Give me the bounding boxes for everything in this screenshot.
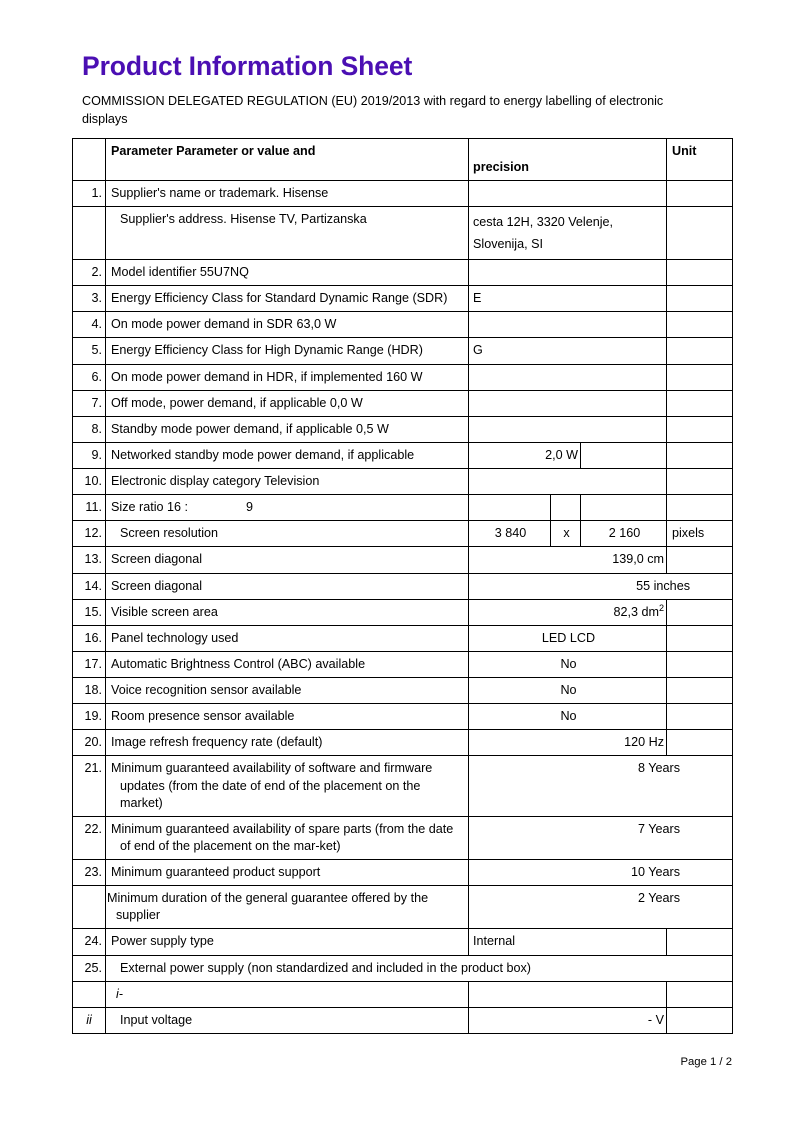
row-number: 1. <box>91 185 102 200</box>
table-row <box>73 955 733 981</box>
row-parameter: Minimum guaranteed product support <box>111 865 321 880</box>
table-row <box>73 860 733 886</box>
row-value <box>469 181 666 189</box>
row-number: 14. <box>84 578 102 593</box>
row-parameter: Energy Efficiency Class for High Dynamic Range (HDR) <box>111 343 423 358</box>
row-number: 20. <box>84 735 102 750</box>
table-row <box>73 599 733 625</box>
row-number: 18. <box>84 683 102 698</box>
row-parameter: Screen diagonal <box>111 552 203 567</box>
row-value <box>469 982 666 990</box>
row-unit <box>667 547 732 555</box>
row-value: cesta 12H, 3320 Velenje, Slovenija, SI <box>473 215 614 252</box>
row-number: 25. <box>84 960 102 975</box>
row-unit <box>667 626 732 634</box>
row-parameter: Model identifier 55U7NQ <box>111 265 249 280</box>
row-number: 6. <box>91 369 102 384</box>
table-row <box>73 286 733 312</box>
row-number: 23. <box>84 865 102 880</box>
page-title: Product Information Sheet <box>82 51 413 81</box>
row-number: 2. <box>91 265 102 280</box>
product-information-sheet <box>72 44 732 1034</box>
table-row <box>73 312 733 338</box>
row-value: No <box>560 683 577 698</box>
row-number: 7. <box>91 395 102 410</box>
row-parameter: Image refresh frequency rate (default) <box>111 735 323 750</box>
row-value: E <box>473 291 482 306</box>
row-unit <box>667 286 732 294</box>
row-number: 13. <box>84 552 102 567</box>
row-parameter: Size ratio 16 : <box>111 500 189 515</box>
table-row <box>73 704 733 730</box>
row-parameter: Minimum guaranteed availability of spare parts (from the date of end of the placement on the mar-ket) <box>111 821 454 853</box>
table-row <box>73 981 733 1007</box>
row-unit <box>667 704 732 712</box>
row-unit <box>667 730 732 738</box>
row-unit <box>667 652 732 660</box>
row-unit: pixels <box>672 526 705 541</box>
row-value <box>469 312 666 320</box>
regulation-subtitle: COMMISSION DELEGATED REGULATION (EU) 2019/2013 with regard to energy labelling of electronic displays <box>82 94 664 127</box>
row-number: 10. <box>84 474 102 489</box>
row-parameter: Panel technology used <box>111 630 239 645</box>
table-row <box>73 469 733 495</box>
row-value <box>469 417 666 425</box>
row-unit <box>667 1008 732 1016</box>
row-unit <box>667 495 732 503</box>
row-number: 15. <box>84 604 102 619</box>
row-value: LED LCD <box>541 630 596 645</box>
row-unit <box>667 417 732 425</box>
row-unit <box>667 260 732 268</box>
row-unit <box>667 469 732 477</box>
row-value: Internal <box>473 934 516 949</box>
header-parameter: Parameter Parameter or value and <box>111 143 316 158</box>
row-parameter: Voice recognition sensor available <box>111 683 302 698</box>
table-row <box>73 547 733 573</box>
row-parameter: Screen diagonal <box>111 578 203 593</box>
table-row <box>73 442 733 468</box>
table-row <box>73 390 733 416</box>
table-row <box>73 651 733 677</box>
row-value: 120 Hz <box>624 735 664 750</box>
row-number: 16. <box>84 630 102 645</box>
row-parameter: Power supply type <box>111 934 214 949</box>
row-number: 19. <box>84 709 102 724</box>
row-unit <box>667 365 732 373</box>
page-footer: Page 1 / 2 <box>680 1056 732 1068</box>
table-row <box>73 416 733 442</box>
row-value <box>469 391 666 399</box>
row-parameter: Standby mode power demand, if applicable 0,5 W <box>111 421 389 436</box>
table-row <box>73 338 733 364</box>
header-unit: Unit <box>672 143 697 158</box>
row-value: 82,3 dm <box>613 604 659 619</box>
row-value-separator: x <box>563 526 570 541</box>
table-row <box>73 1007 733 1033</box>
row-value <box>469 469 666 477</box>
row-parameter: Supplier's address. Hisense TV, Partizanska <box>120 212 367 227</box>
row-number: 3. <box>91 291 102 306</box>
row-parameter: Minimum guaranteed availability of software and firmware updates (from the date of end of the placement on the market) <box>111 761 433 810</box>
row-value-width: 3 840 <box>494 526 527 541</box>
row-unit <box>667 391 732 399</box>
row-value: 8 Years <box>637 761 680 776</box>
row-unit <box>667 207 732 215</box>
row-unit <box>667 338 732 346</box>
row-parameter: Room presence sensor available <box>111 709 295 724</box>
row-number <box>73 982 105 990</box>
row-parameter: Input voltage <box>120 1012 193 1027</box>
row-number: 22. <box>84 821 102 836</box>
row-number: 5. <box>91 343 102 358</box>
row-number: 8. <box>91 421 102 436</box>
row-parameter: Supplier's name or trademark. Hisense <box>111 185 329 200</box>
table-header-row <box>73 138 733 180</box>
row-value: 7 Years <box>637 821 680 836</box>
row-sub-index: ii <box>86 1012 92 1027</box>
row-number: 4. <box>91 317 102 332</box>
row-parameter: Networked standby mode power demand, if applicable <box>111 447 415 462</box>
row-value: 2,0 W <box>545 447 578 462</box>
row-value <box>469 260 666 268</box>
table-row <box>73 816 733 859</box>
row-number: 11. <box>85 500 102 515</box>
row-value: 139,0 cm <box>612 552 664 567</box>
row-parameter: Minimum duration of the general guarantee offered by the supplier <box>107 891 429 923</box>
row-value-height: 2 160 <box>608 526 641 541</box>
table-row <box>73 521 733 547</box>
row-value-superscript: 2 <box>658 602 664 613</box>
product-parameters-table <box>72 138 733 1034</box>
table-row <box>73 886 733 929</box>
row-number: 9. <box>91 447 102 462</box>
row-unit <box>667 678 732 686</box>
row-value: No <box>560 656 577 671</box>
row-unit <box>667 929 732 937</box>
row-number: 12. <box>84 526 102 541</box>
row-value: 10 Years <box>630 865 680 880</box>
header-precision: precision <box>473 159 529 174</box>
row-unit <box>667 312 732 320</box>
row-sub-index: i- <box>116 986 123 1001</box>
row-number: 21. <box>84 761 102 776</box>
row-unit <box>667 181 732 189</box>
table-row <box>73 678 733 704</box>
row-number: 24. <box>84 934 102 949</box>
row-unit <box>667 443 732 451</box>
row-parameter: Energy Efficiency Class for Standard Dynamic Range (SDR) <box>111 291 448 306</box>
row-parameter: On mode power demand in SDR 63,0 W <box>111 317 337 332</box>
table-row <box>73 364 733 390</box>
row-parameter: On mode power demand in HDR, if implemented 160 W <box>111 369 423 384</box>
row-value: 55 inches <box>636 578 690 593</box>
table-row <box>73 207 733 260</box>
table-row <box>73 929 733 955</box>
table-row <box>73 756 733 816</box>
row-value: - V <box>647 1012 664 1027</box>
row-number <box>73 886 105 894</box>
row-number: 17. <box>84 656 102 671</box>
row-value: G <box>473 343 483 358</box>
row-parameter: External power supply (non standardized and included in the product box) <box>120 960 531 975</box>
row-value: No <box>560 709 577 724</box>
row-parameter-extra: 9 <box>246 500 254 515</box>
row-parameter: Electronic display category Television <box>111 474 320 489</box>
row-parameter: Off mode, power demand, if applicable 0,0 W <box>111 395 363 410</box>
table-row <box>73 495 733 521</box>
table-row <box>73 180 733 206</box>
table-row <box>73 730 733 756</box>
table-row <box>73 260 733 286</box>
table-row <box>73 625 733 651</box>
row-number <box>73 207 105 215</box>
row-value <box>469 365 666 373</box>
row-unit <box>667 982 732 990</box>
row-parameter: Automatic Brightness Control (ABC) available <box>111 656 366 671</box>
row-value: 2 Years <box>637 891 680 906</box>
row-unit <box>667 600 732 608</box>
row-parameter: Visible screen area <box>111 604 218 619</box>
row-parameter: Screen resolution <box>120 526 219 541</box>
table-row <box>73 573 733 599</box>
